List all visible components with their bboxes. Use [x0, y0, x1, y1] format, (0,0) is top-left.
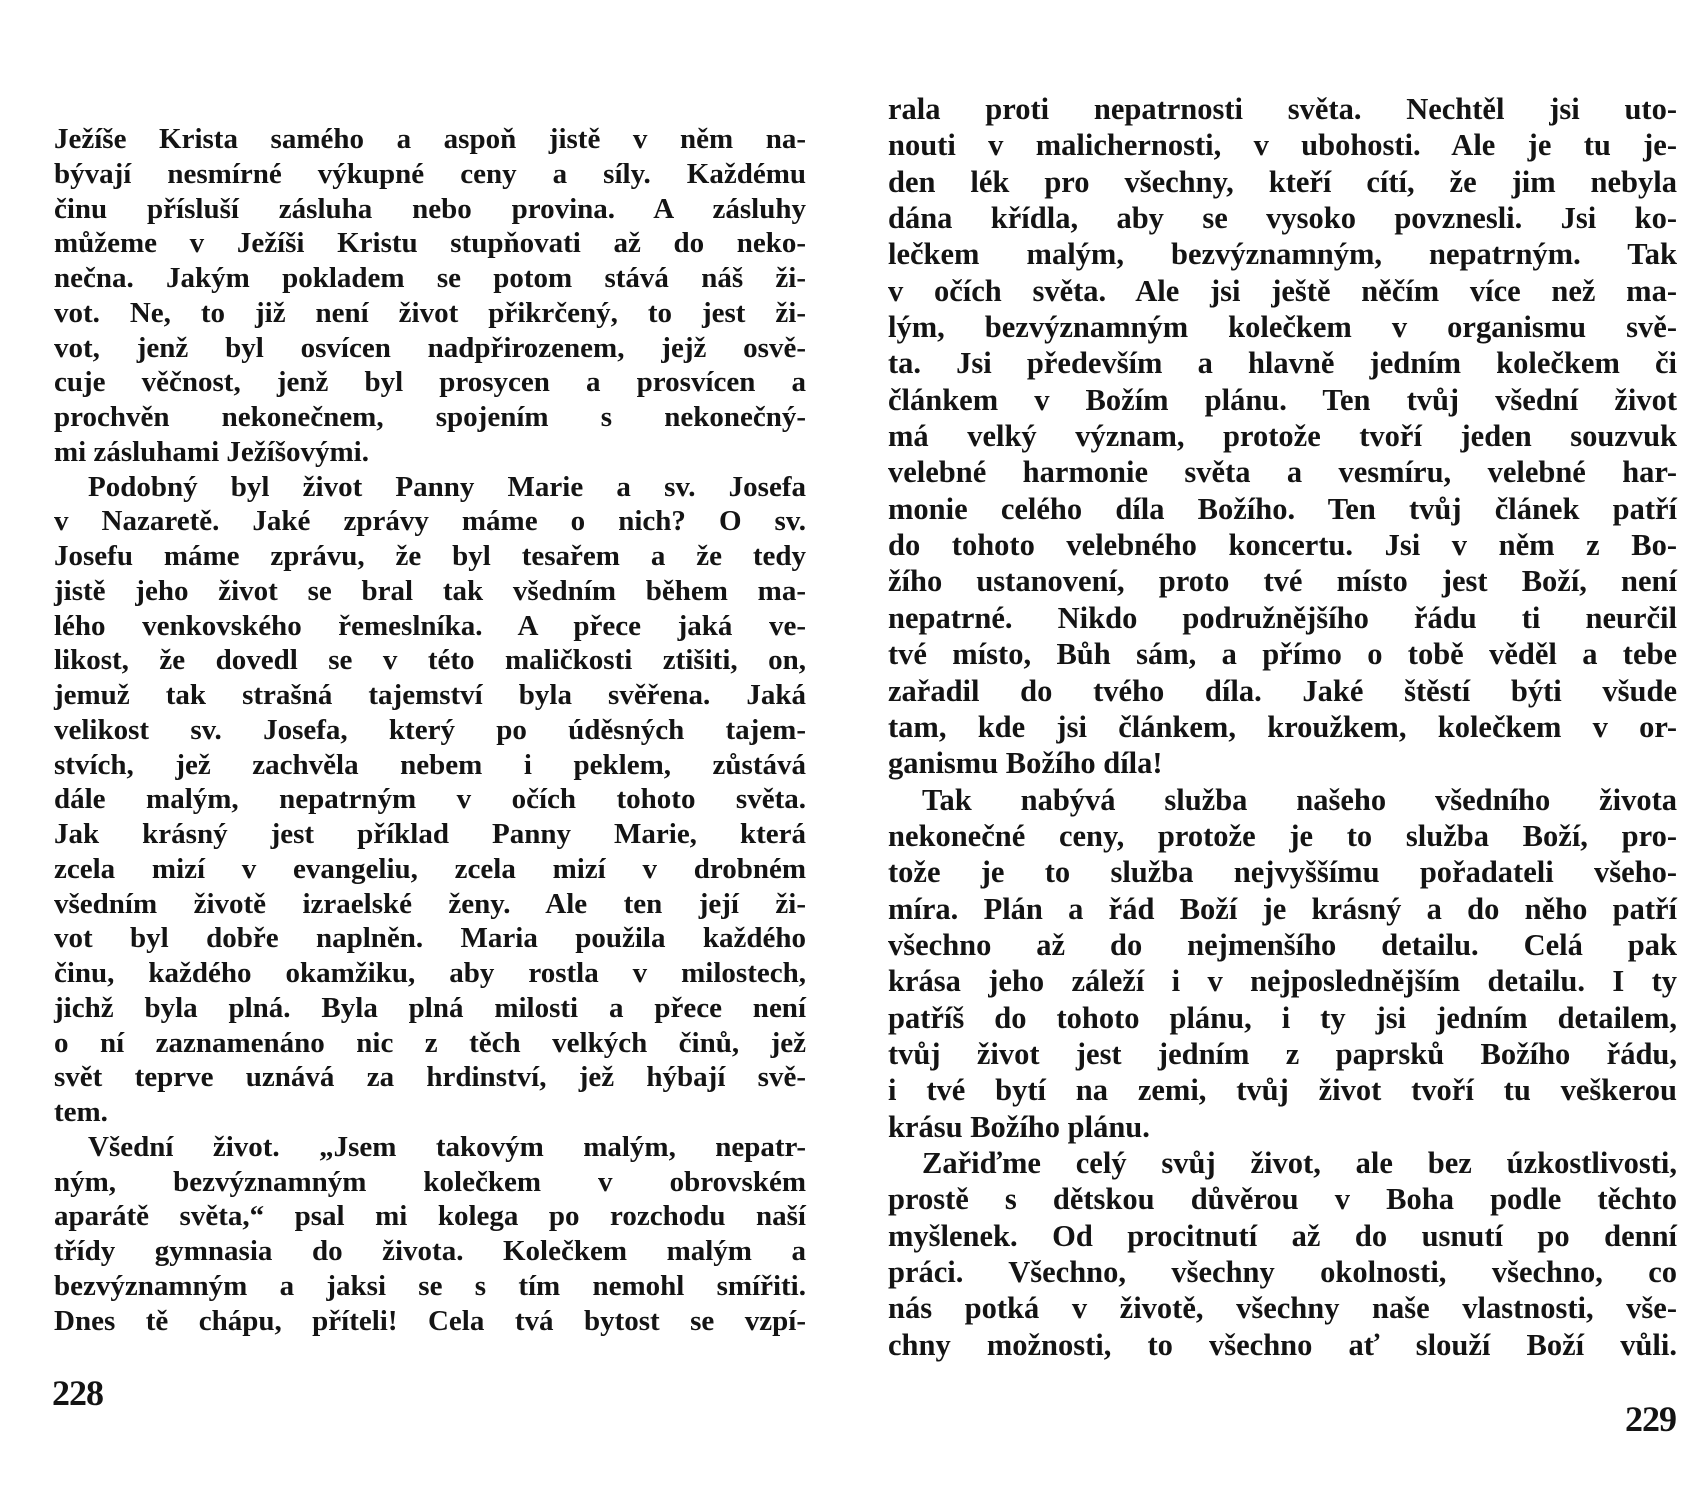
text-line: o ní zaznamenáno nic z těch velkých činů, jež [54, 1026, 806, 1059]
paragraph [888, 1145, 1677, 1363]
paragraph [54, 1130, 806, 1339]
text-line: práci. Všechno, všechny okolnosti, všechno, co [888, 1255, 1677, 1289]
paragraph [888, 91, 1677, 782]
text-line: lého venkovského řemeslníka. A přece jaká ve- [54, 609, 806, 642]
text-line: nouti v malichernosti, v ubohosti. Ale je tu je- [888, 128, 1677, 163]
text-line: vot byl dobře naplněn. Maria použila každého [54, 922, 806, 955]
text-line: lečkem malým, bezvýznamným, nepatrným. Tak [888, 237, 1677, 272]
text-line: činu, každého okamžiku, aby rostla v milostech, [54, 957, 806, 989]
text-line: dána křídla, aby se vysoko povznesli. Jsi ko- [888, 201, 1677, 236]
text-line: mi zásluhami Ježíšovými. [54, 435, 369, 468]
text-line: ta. Jsi především a hlavně jedním kolečkem či [888, 346, 1677, 381]
text-line: patříš do tohoto plánu, i ty jsi jedním detailem, [888, 1000, 1677, 1035]
text-line: tem. [54, 1096, 108, 1128]
text-line: v Nazaretě. Jaké zprávy máme o nich? O sv. [54, 505, 806, 538]
text-line: Tak nabývá služba našeho všedního života [922, 782, 1677, 817]
text-line: nepatrné. Nikdo podružnějšího řádu ti neurčil [888, 600, 1677, 635]
text-line: i tvé bytí na zemi, tvůj život tvoří tu veškerou [888, 1073, 1677, 1108]
text-line: má velký význam, protože tvoří jeden souzvuk [888, 419, 1677, 454]
text-line: aparátě světa,“ psal mi kolega po rozchodu naší [54, 1200, 806, 1233]
text-line: tože je to služba nejvyššímu pořadateli všeho- [888, 855, 1677, 890]
text-line: nekonečné ceny, protože je to služba Boží, pro- [888, 818, 1677, 853]
text-line: Jak krásný jest příklad Panny Marie, která [54, 818, 806, 850]
text-line: tvůj život jest jedním z paprsků Božího řádu, [888, 1036, 1677, 1071]
text-line: Zařiďme celý svůj život, ale bez úzkostlivosti, [922, 1145, 1677, 1180]
page-number-left: 228 [52, 1373, 103, 1413]
text-line: monie celého díla Božího. Ten tvůj článek patří [888, 491, 1677, 526]
text-line: jichž byla plná. Byla plná milosti a přece není [54, 991, 806, 1024]
text-line: vot. Ne, to již není život přikrčený, to jest ži- [54, 296, 806, 329]
text-line: můžeme v Ježíši Kristu stupňovati až do neko- [54, 227, 806, 260]
text-line: nečna. Jakým pokladem se potom stává náš ži- [54, 262, 806, 294]
paragraph [54, 470, 806, 1130]
text-line: velikost sv. Josefa, který po úděsných tajem- [54, 713, 806, 746]
text-line: žího ustanovení, proto tvé místo jest Boží, není [888, 564, 1677, 599]
text-line: činu přísluší zásluha nebo provina. A zásluhy [54, 192, 806, 225]
text-line: svět teprve uznává za hrdinství, jež hýbají svě- [54, 1061, 806, 1094]
text-line: myšlenek. Od procitnutí až do usnutí po denní [888, 1218, 1677, 1253]
text-line: třídy gymnasia do života. Kolečkem malým a [54, 1235, 806, 1267]
paragraph [54, 122, 806, 470]
text-line: míra. Plán a řád Boží je krásný a do něho patří [888, 891, 1677, 926]
text-line: prostě s dětskou důvěrou v Boha podle těchto [888, 1182, 1677, 1217]
text-line: do tohoto velebného koncertu. Jsi v něm z Bo- [888, 528, 1677, 563]
text-line: krásu Božího plánu. [888, 1109, 1150, 1144]
text-line: ganismu Božího díla! [888, 746, 1163, 781]
text-line: bývají nesmírné výkupné ceny a síly. Každému [54, 157, 806, 190]
text-line: v očích světa. Ale jsi ještě něčím více než ma- [888, 273, 1677, 308]
text-line: ným, bezvýznamným kolečkem v obrovském [54, 1165, 806, 1198]
text-line: všedním životě izraelské ženy. Ale ten její ži- [54, 887, 806, 920]
text-line: Dnes tě chápu, příteli! Cela tvá bytost se vzpí- [54, 1304, 806, 1337]
text-line: Všední život. „Jsem takovým malým, nepatr- [88, 1130, 806, 1163]
text-line: Josefu máme zprávu, že byl tesařem a že tedy [54, 540, 806, 572]
text-line: jemuž tak strašná tajemství byla svěřena. Jaká [54, 679, 806, 711]
text-line: nás potká v životě, všechny naše vlastnosti, vše- [888, 1291, 1677, 1326]
text-line: cuje věčnost, jenž byl prosycen a prosvícen a [54, 366, 806, 399]
paragraph [888, 782, 1677, 1145]
left-page-text [54, 122, 806, 1338]
text-line: velebné harmonie světa a vesmíru, velebné har- [888, 455, 1677, 490]
text-line: tvé místo, Bůh sám, a přímo o tobě věděl a tebe [888, 637, 1677, 672]
text-line: rala proti nepatrnosti světa. Nechtěl jsi uto- [888, 92, 1677, 126]
text-line: prochvěn nekonečnem, spojením s nekonečný- [54, 401, 806, 433]
text-line: všechno až do nejmenšího detailu. Celá pak [888, 927, 1677, 962]
text-line: lým, bezvýznamným kolečkem v organismu svě- [888, 310, 1677, 345]
text-line: tam, kde jsi článkem, kroužkem, kolečkem v or- [888, 709, 1677, 744]
text-line: Ježíše Krista samého a aspoň jistě v něm na- [54, 123, 806, 155]
text-line: vot, jenž byl osvícen nadpřirozenem, jejž osvě- [54, 331, 806, 364]
text-line: zařadil do tvého díla. Jaké štěstí býti všude [888, 673, 1677, 708]
text-line: den lék pro všechny, kteří cítí, že jim nebyla [888, 164, 1677, 199]
text-line: zcela mizí v evangeliu, zcela mizí v drobném [54, 852, 806, 885]
text-line: stvích, jež zachvěla nebem i peklem, zůstává [54, 748, 806, 781]
text-line: jistě jeho život se bral tak všedním během ma- [54, 574, 806, 607]
text-line: článkem v Božím plánu. Ten tvůj všední život [888, 382, 1677, 417]
text-line: likost, že dovedl se v této maličkosti ztišiti, on, [54, 644, 806, 677]
text-line: Podobný byl život Panny Marie a sv. Josefa [88, 470, 806, 503]
text-line: chny možnosti, to všechno ať slouží Boží vůli. [888, 1327, 1677, 1362]
text-line: krása jeho záleží i v nejposlednějším detailu. I ty [888, 964, 1677, 999]
right-page-text [888, 91, 1677, 1363]
text-line: dále malým, nepatrným v očích tohoto světa. [54, 783, 806, 816]
page-number-right: 229 [1625, 1399, 1676, 1439]
text-line: bezvýznamným a jaksi se s tím nemohl smířiti. [54, 1269, 806, 1302]
